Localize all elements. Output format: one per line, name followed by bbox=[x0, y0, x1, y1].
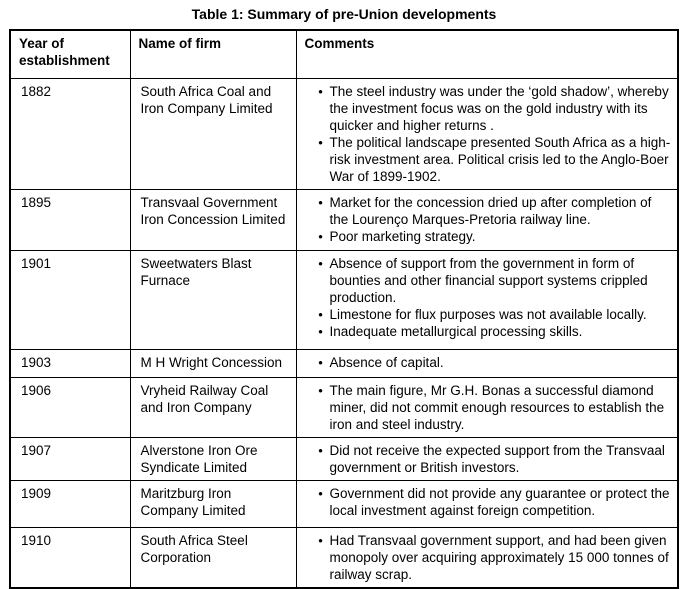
table-row bbox=[10, 78, 678, 189]
comment-text: Limestone for flux purposes was not available locally. bbox=[329, 306, 647, 322]
header-name-of-firm: Name of firm bbox=[130, 30, 296, 78]
firm-cell: Alverstone Iron Ore Syndicate Limited bbox=[130, 437, 296, 480]
bullet-icon: • bbox=[318, 134, 323, 150]
comment-item bbox=[297, 532, 672, 583]
comment-item bbox=[297, 306, 672, 323]
pre-union-developments-table bbox=[9, 29, 679, 589]
comment-item bbox=[297, 485, 672, 519]
comment-text: The steel industry was under the ‘gold shadow’, whereby the investment focus was on the gold industry with its quicker and higher returns . bbox=[329, 83, 669, 133]
table-row bbox=[10, 250, 678, 349]
comment-item bbox=[297, 323, 672, 340]
bullet-icon: • bbox=[318, 354, 323, 370]
comment-item bbox=[297, 228, 672, 245]
comments-cell bbox=[296, 349, 678, 377]
year-cell: 1882 bbox=[10, 78, 130, 189]
year-cell: 1895 bbox=[10, 189, 130, 250]
year-cell: 1907 bbox=[10, 437, 130, 480]
bullet-icon: • bbox=[318, 532, 323, 548]
table-caption: Table 1: Summary of pre-Union developments bbox=[191, 6, 497, 22]
comment-item bbox=[297, 83, 672, 134]
bullet-icon: • bbox=[318, 83, 323, 99]
table-row bbox=[10, 189, 678, 250]
firm-cell: M H Wright Concession bbox=[130, 349, 296, 377]
comments-cell bbox=[296, 78, 678, 189]
bullet-icon: • bbox=[318, 382, 323, 398]
table-row bbox=[10, 377, 678, 437]
firm-cell: South Africa Coal and Iron Company Limited bbox=[130, 78, 296, 189]
header-comments: Comments bbox=[296, 30, 678, 78]
comment-item bbox=[297, 354, 672, 371]
table-body bbox=[10, 78, 678, 588]
comment-text: Government did not provide any guarantee or protect the local investment against foreign competition. bbox=[329, 485, 670, 518]
comments-cell bbox=[296, 480, 678, 527]
year-cell: 1903 bbox=[10, 349, 130, 377]
bullet-icon: • bbox=[318, 485, 323, 501]
firm-cell: Transvaal Government Iron Concession Limited bbox=[130, 189, 296, 250]
firm-cell: Sweetwaters Blast Furnace bbox=[130, 250, 296, 349]
year-cell: 1910 bbox=[10, 527, 130, 588]
comment-text: Had Transvaal government support, and had been given monopoly over acquiring approximately 15 000 tonnes of railway scrap. bbox=[329, 532, 669, 582]
comment-item bbox=[297, 194, 672, 228]
year-cell: 1909 bbox=[10, 480, 130, 527]
year-cell: 1901 bbox=[10, 250, 130, 349]
year-cell: 1906 bbox=[10, 377, 130, 437]
comment-text: The main figure, Mr G.H. Bonas a successful diamond miner, did not commit enough resources to establish the iron and steel industry. bbox=[329, 382, 665, 432]
comments-cell bbox=[296, 189, 678, 250]
comments-cell bbox=[296, 250, 678, 349]
comment-item bbox=[297, 442, 672, 476]
comment-text: Absence of capital. bbox=[329, 354, 444, 370]
bullet-icon: • bbox=[318, 255, 323, 271]
bullet-icon: • bbox=[318, 194, 323, 210]
bullet-icon: • bbox=[318, 323, 323, 339]
comment-item bbox=[297, 255, 672, 306]
firm-cell: South Africa Steel Corporation bbox=[130, 527, 296, 588]
comments-cell bbox=[296, 377, 678, 437]
firm-cell: Maritzburg Iron Company Limited bbox=[130, 480, 296, 527]
table-row bbox=[10, 480, 678, 527]
comment-text: Absence of support from the government in form of bounties and other financial support systems crippled production. bbox=[329, 255, 648, 305]
bullet-icon: • bbox=[318, 306, 323, 322]
comment-text: Did not receive the expected support from the Transvaal government or British investors. bbox=[329, 442, 665, 475]
comment-item bbox=[297, 382, 672, 433]
table-row bbox=[10, 349, 678, 377]
comments-cell bbox=[296, 437, 678, 480]
bullet-icon: • bbox=[318, 228, 323, 244]
comment-item bbox=[297, 134, 672, 185]
comments-cell bbox=[296, 527, 678, 588]
comment-text: Poor marketing strategy. bbox=[329, 228, 476, 244]
comment-text: Inadequate metallurgical processing skills. bbox=[329, 323, 583, 339]
header-row bbox=[10, 30, 678, 78]
header-year-of-establishment: Year of establishment bbox=[10, 30, 130, 78]
firm-cell: Vryheid Railway Coal and Iron Company bbox=[130, 377, 296, 437]
bullet-icon: • bbox=[318, 442, 323, 458]
table-row bbox=[10, 437, 678, 480]
table-row bbox=[10, 527, 678, 588]
comment-text: Market for the concession dried up after completion of the Lourenço Marques-Pretoria railway line. bbox=[329, 194, 652, 227]
comment-text: The political landscape presented South Africa as a high-risk investment area. Political crisis led to the Anglo-Boer War of 1899-1902. bbox=[329, 134, 671, 184]
